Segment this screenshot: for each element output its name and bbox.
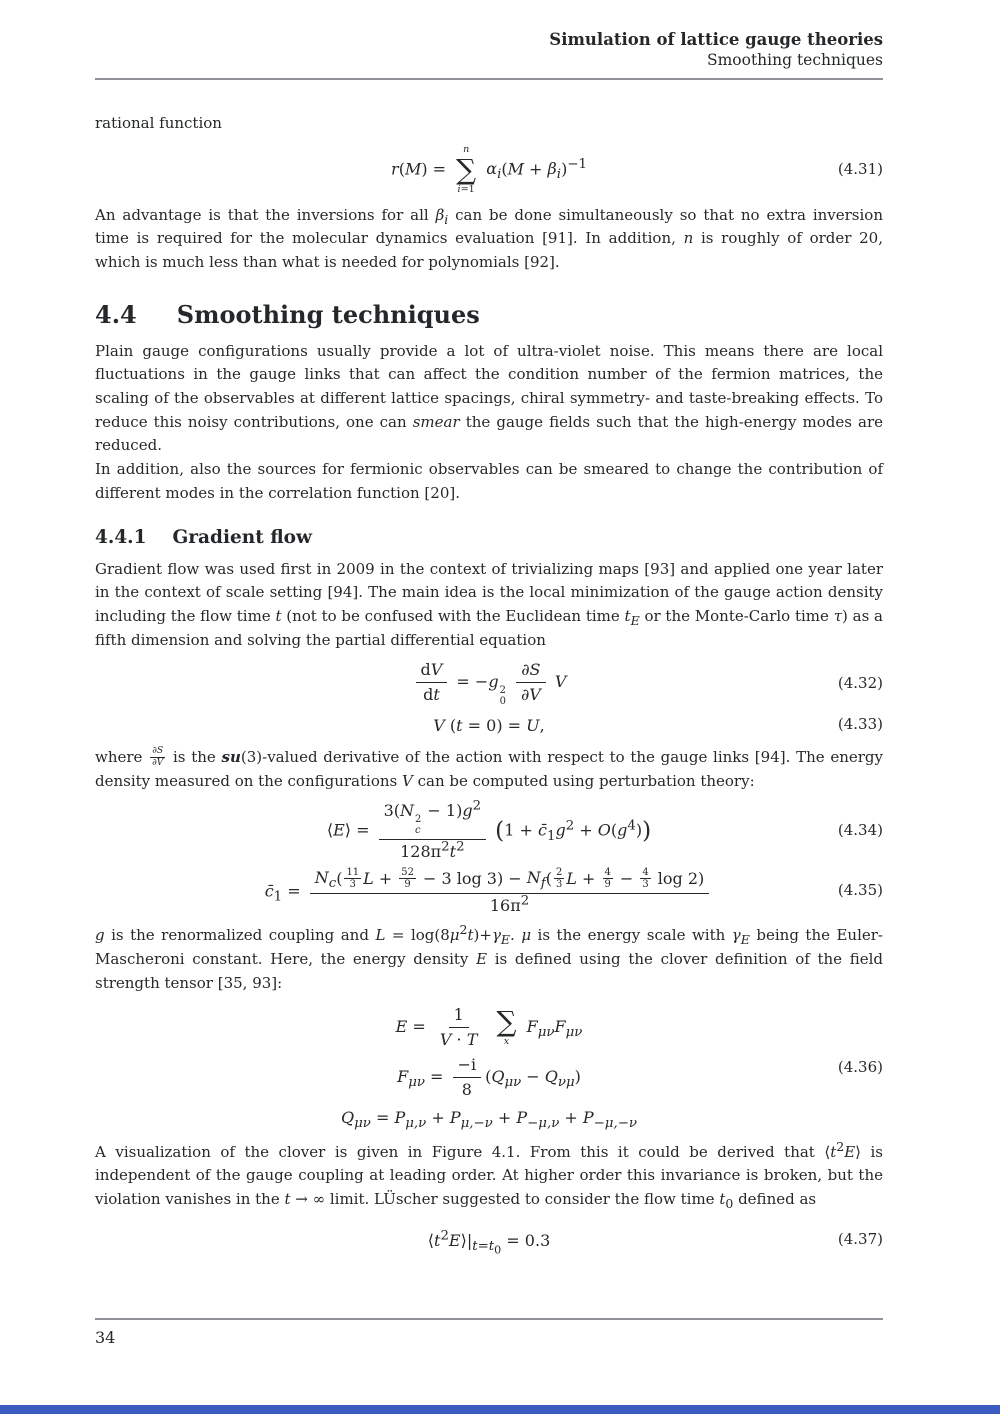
equation-4-33 (95, 713, 883, 738)
equation-4-37-tag: (4.37) (837, 1230, 883, 1249)
header-title: Simulation of lattice gauge theories (549, 30, 883, 49)
equation-4-31-body: r(M) = n ∑ i=1 $\alpha_i(M + \beta_i)^{-1}$ (391, 143, 587, 195)
paragraph-where-derivative: where $\frac{\partial S}{\partial V}$ is the su(3)-valued derivative of the action with respect to the gauge links [94]. The energy density measured on the configurations V can be computed using perturbation theory: (95, 746, 883, 790)
equation-4-36-line1: E = $\frac{1}{V \cdot T}$ ∑ x $F_{\mu\nu}F_{\mu\nu}$ (395, 1004, 583, 1050)
section-number: 4.4 (95, 299, 137, 329)
equation-4-32-tag: (4.32) (837, 674, 883, 693)
equation-4-36-tag: (4.36) (837, 1058, 883, 1077)
equation-4-35-body: $c̄_1$ = $N_c$( $\frac{11}{3}$ L + $\frac{52}{9}$ − 3 $\log 3) - N_f$( $\frac{2}{3}$ L + $\frac{4}{9}$ − $\frac{4}{3}$ log 2) $16\pi^2$ (265, 867, 714, 917)
bottom-bar (0, 1405, 1000, 1414)
paragraph-clover-visualization: A visualization of the clover is given in Figure 4.1. From this it could be derived that $⟨t^2E⟩$ is independent of the gauge coupling at leading order. At higher order this invariance is broken, but the violation vanishes in the t → ∞ limit. LÜscher suggested to consider the flow time $t_0$ defined as (95, 1138, 883, 1212)
equation-4-32-body: $\frac{dV}{dt}$ = −g 2 0 $\frac{\partial S}{\partial V}$ V (412, 660, 567, 707)
subsection-title: Gradient flow (172, 527, 312, 549)
equation-group-4-34-35 (95, 798, 883, 916)
equation-4-35 (95, 867, 883, 917)
equation-4-35-tag: (4.35) (837, 881, 883, 900)
equation-4-31 (95, 144, 883, 196)
header-subtitle: Smoothing techniques (706, 51, 883, 69)
header-rule (95, 78, 883, 80)
equation-4-34 (95, 798, 883, 861)
paragraph-lead: rational function (95, 114, 222, 132)
paragraph-in-addition: In addition, also the sources for fermionic observables can be smeared to change the contribution of different modes in the correlation function [20]. (95, 459, 883, 502)
paragraph-advantage: An advantage is that the inversions for all $\beta_i$ can be done simultaneously so that no extra inversion time is required for the molecular dynamics evaluation [91]. In addition, n is roughly of order 20, which is much less than what is needed for polynomials [92]. (95, 205, 883, 272)
subsection-heading-4-4-1 (95, 527, 883, 549)
equation-4-37-body: $⟨t^2E⟩|_{t=t_0} = 0.3$ (427, 1228, 551, 1257)
equation-4-32 (95, 660, 883, 707)
page-number: 34 (95, 1328, 116, 1347)
paragraph-plain-gauge: Plain gauge configurations usually provide a lot of ultra-violet noise. This means there are local fluctuations in the gauge links that can affect the condition number of the fermion matrices, the scaling of the observables at different lattice spacings, chiral symmetry- and taste-breaking effects. To reduce this noisy contributions, one can smear the gauge fields such that the high-energy modes are reduced. (95, 341, 883, 455)
page-body (95, 112, 883, 1257)
equation-4-31-tag: (4.31) (837, 159, 883, 178)
equation-4-37 (95, 1228, 883, 1257)
page-footer (95, 1310, 883, 1347)
subsection-number: 4.4.1 (95, 527, 147, 549)
footer-rule (95, 1318, 883, 1320)
page-header (95, 30, 883, 80)
equation-4-36 (95, 1005, 883, 1130)
equation-4-33-body: V (t = 0) = U, (433, 715, 545, 735)
equation-4-34-body: ⟨E⟩ = 3(N 2 c − $1)g^2$ $128\pi^2t^2$ $(1 + c̄_1g^2 + O(g^4))$ (326, 798, 652, 861)
paragraph-gradient-flow: Gradient flow was used first in 2009 in the context of trivializing maps [93] and applied one year later in the context of scale setting [94]. The main idea is the local minimization of the gauge action density including the flow time t (not to be confused with the Euclidean time $t_E$ or the Monte-Carlo time τ) as a fifth dimension and solving the partial differential equation (95, 559, 883, 649)
section-title: Smoothing techniques (176, 299, 480, 329)
equation-4-36-line3: $Q_{\mu\nu} = P_{\mu,\nu} + P_{\mu,-\nu} + P_{-\mu,\nu} + P_{-\mu,-\nu}$ (341, 1108, 637, 1132)
equation-4-36-line2: $F_{\mu\nu}$ = $\frac{-i}{8}$ $(Q_{\mu\nu} - Q_{\nu\mu})$ (397, 1055, 581, 1100)
section-heading-4-4 (95, 301, 883, 330)
equation-group-4-32-33 (95, 660, 883, 738)
paragraph-renormalized-coupling: g is the renormalized coupling and $L = \log(8\mu^2t)+\gamma_E$. μ is the energy scale with $\gamma_E$ being the Euler-Mascheroni constant. Here, the energy density E is defined using the clover definition of the field strength tensor [35, 93]: (95, 922, 883, 992)
equation-4-34-tag: (4.34) (837, 821, 883, 840)
equation-4-33-tag: (4.33) (837, 715, 883, 734)
